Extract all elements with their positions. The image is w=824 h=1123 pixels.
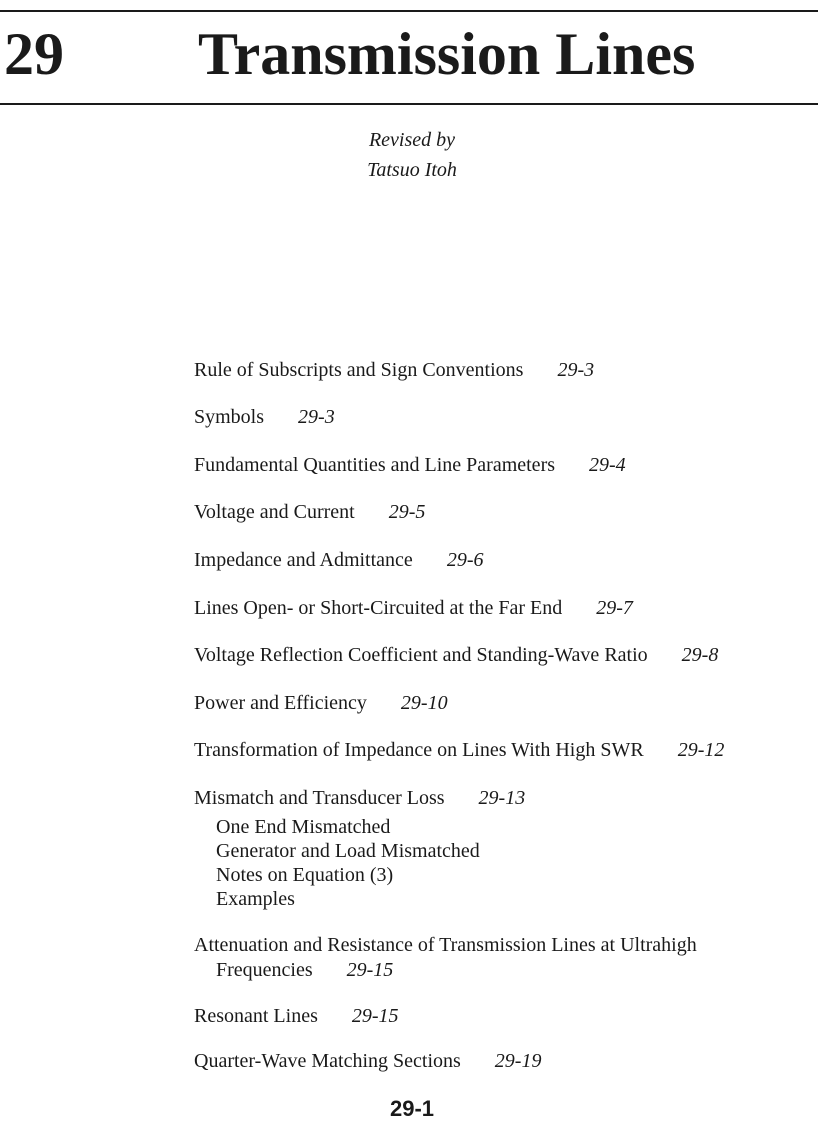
toc-entry-page: 29-15	[346, 959, 394, 981]
toc-entry	[194, 1006, 399, 1026]
toc-entry-title: Voltage Reflection Coefficient and Standing-Wave Ratio	[194, 644, 648, 666]
toc-entry-page: 29-8	[681, 644, 719, 666]
toc-entry-page: 29-3	[557, 359, 595, 381]
top-rule	[0, 10, 818, 12]
toc-entry	[194, 598, 633, 618]
toc-entry	[194, 935, 697, 955]
toc-entry-page: 29-12	[677, 739, 725, 761]
toc-entry	[194, 550, 483, 570]
toc-entry-title-continuation: Frequencies	[216, 959, 313, 981]
toc-entry-page: 29-4	[589, 454, 626, 476]
toc-entry	[194, 455, 626, 475]
toc-subentry: Examples	[216, 888, 295, 910]
toc-entry	[194, 645, 718, 665]
toc-entry-page: 29-19	[494, 1050, 542, 1072]
toc-entry-title: Rule of Subscripts and Sign Conventions	[194, 359, 524, 381]
toc-entry	[194, 360, 594, 380]
revised-by-label: Revised by	[368, 129, 456, 151]
toc-entry-page: 29-5	[388, 501, 426, 523]
toc-entry	[194, 788, 525, 808]
toc-entry-title: Impedance and Admittance	[194, 549, 413, 571]
toc-entry	[194, 1051, 541, 1071]
toc-entry-title: Resonant Lines	[194, 1005, 318, 1027]
toc-entry-continuation	[216, 960, 393, 980]
toc-entry	[194, 693, 448, 713]
toc-entry-title: Symbols	[194, 406, 265, 428]
toc-entry-page: 29-10	[400, 692, 448, 714]
bottom-rule	[0, 103, 818, 105]
page-number: 29-1	[389, 1096, 435, 1121]
toc-entry	[194, 740, 724, 760]
toc-subentry: Generator and Load Mismatched	[216, 840, 480, 862]
toc-entry-page: 29-13	[478, 787, 526, 809]
toc-entry	[194, 407, 335, 427]
toc-entry-title: Attenuation and Resistance of Transmission Lines at Ultrahigh	[194, 934, 697, 956]
toc-entry-page: 29-6	[446, 549, 484, 571]
toc-entry-page: 29-3	[298, 406, 335, 428]
chapter-title: Transmission Lines	[198, 21, 696, 87]
toc-subentry: One End Mismatched	[216, 816, 391, 838]
toc-entry-page: 29-7	[596, 597, 633, 619]
toc-entry-title: Voltage and Current	[194, 501, 355, 523]
toc-subentry: Notes on Equation (3)	[216, 864, 394, 886]
toc-entry-page: 29-15	[351, 1005, 399, 1027]
toc-entry-title: Fundamental Quantities and Line Parameters	[194, 454, 556, 476]
toc-entry-title: Quarter-Wave Matching Sections	[194, 1050, 461, 1072]
toc-entry-title: Lines Open- or Short-Circuited at the Far End	[194, 597, 563, 619]
author-name: Tatsuo Itoh	[367, 159, 457, 181]
toc-entry	[194, 502, 425, 522]
toc-entry-title: Mismatch and Transducer Loss	[194, 787, 445, 809]
toc-entry-title: Power and Efficiency	[194, 692, 367, 714]
toc-entry-title: Transformation of Impedance on Lines With High SWR	[194, 739, 644, 761]
chapter-number: 29	[4, 21, 64, 87]
